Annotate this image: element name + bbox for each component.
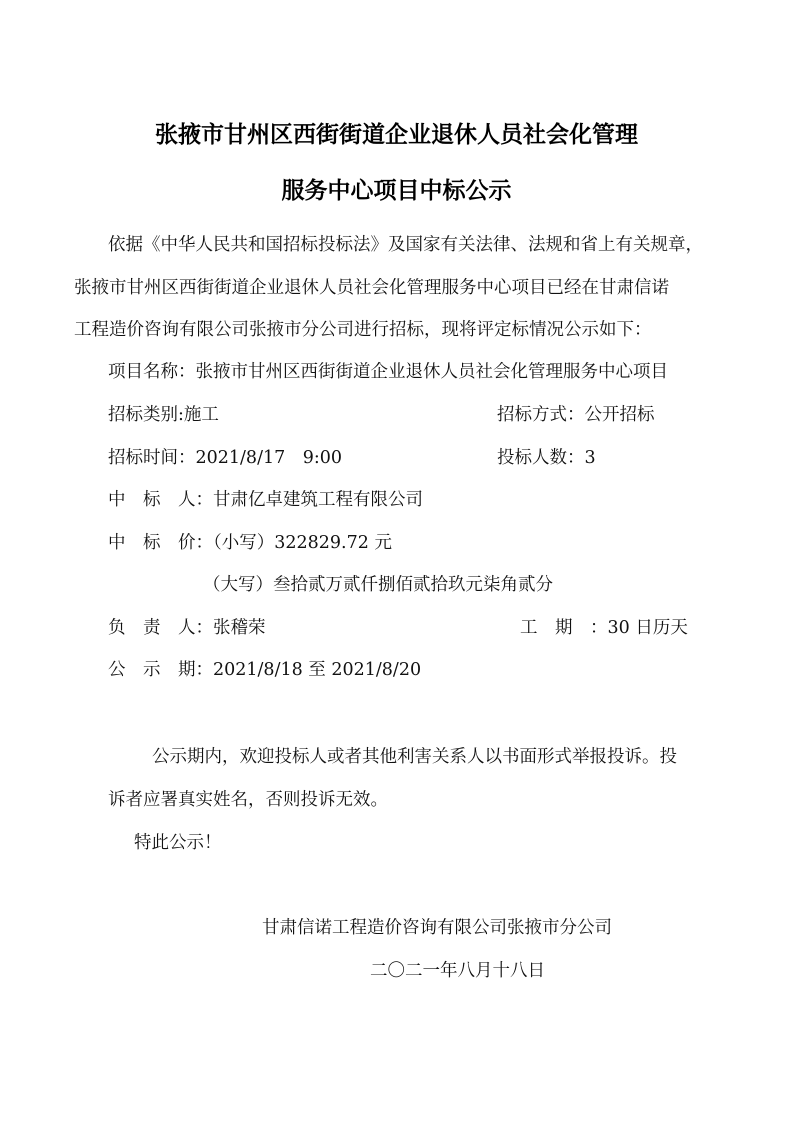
notice-line-2: 诉者应署真实姓名，否则投诉无效。 xyxy=(108,790,388,810)
winning-price-small-field: 中 标 价：（小写）322829.72 元 xyxy=(108,533,392,553)
closing-statement: 特此公示！ xyxy=(134,833,222,853)
responsible-person-field: 负 责 人：张稽荣 xyxy=(108,618,266,638)
notice-period-field: 公 示 期：2021/8/18 至 2021/8/20 xyxy=(108,660,422,680)
intro-line-2: 张掖市甘州区西街街道企业退休人员社会化管理服务中心项目已经在甘肃信诺 xyxy=(74,278,669,298)
tender-time-field: 招标时间：2021/8/17 9:00 xyxy=(108,448,343,468)
signing-company: 甘肃信诺工程造价咨询有限公司张掖市分公司 xyxy=(262,918,612,938)
tender-type-field: 招标类别:施工 xyxy=(108,405,219,425)
winning-price-large-field: （大写）叁拾贰万贰仟捌佰贰拾玖元柒角贰分 xyxy=(203,575,553,595)
page-title-line-1: 张掖市甘州区西街街道企业退休人员社会化管理 xyxy=(155,122,638,148)
duration-field: 工 期 ：30 日历天 xyxy=(520,618,688,638)
project-name-field: 项目名称：张掖市甘州区西街街道企业退休人员社会化管理服务中心项目 xyxy=(108,362,668,382)
tender-method-field: 招标方式：公开招标 xyxy=(497,405,655,425)
notice-line-1: 公示期内，欢迎投标人或者其他利害关系人以书面形式举报投诉。投 xyxy=(152,747,677,767)
intro-line-1: 依据《中华人民共和国招标投标法》及国家有关法律、法规和省上有关规章， xyxy=(108,235,703,255)
bidder-count-field: 投标人数：3 xyxy=(497,448,596,468)
page-title-line-2: 服务中心项目中标公示 xyxy=(281,178,512,204)
winning-bidder-field: 中 标 人：甘肃亿卓建筑工程有限公司 xyxy=(108,490,423,510)
intro-line-3: 工程造价咨询有限公司张掖市分公司进行招标，现将评定标情况公示如下： xyxy=(74,320,652,340)
signing-date: 二〇二一年八月十八日 xyxy=(370,961,545,981)
